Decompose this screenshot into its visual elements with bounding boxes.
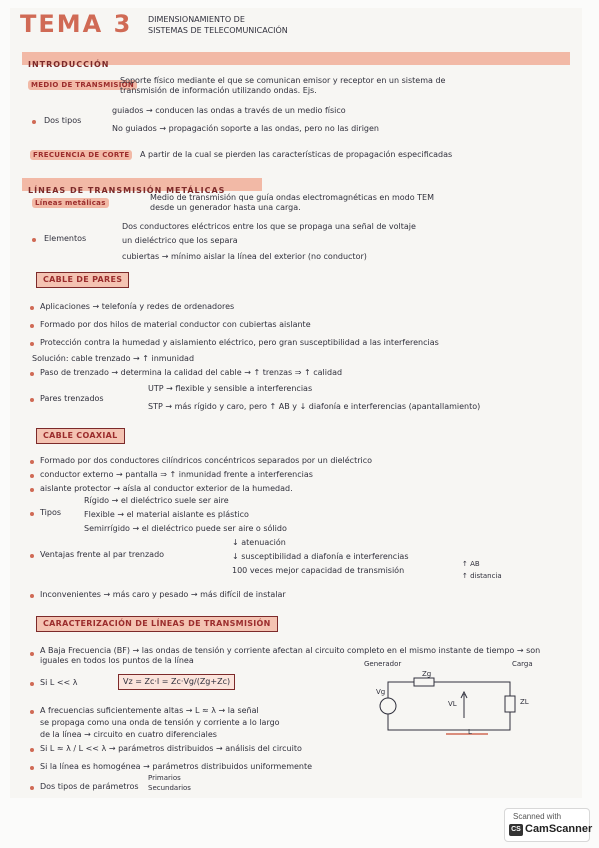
bullet [30, 594, 34, 598]
section-heading: LÍNEAS DE TRANSMISIÓN METÁLICAS [28, 186, 226, 195]
section-heading: CABLE DE PARES [36, 272, 129, 288]
tipos-label: Dos tipos [44, 116, 82, 125]
circuit-zl-label: ZL [520, 698, 529, 706]
bullet [30, 652, 34, 656]
lineas-label: Líneas metálicas [32, 198, 109, 208]
bullet [30, 398, 34, 402]
page-title: TEMA 3 [20, 10, 133, 38]
bullet [30, 342, 34, 346]
bullet [30, 460, 34, 464]
caract-item: Si L << λ [40, 678, 78, 687]
bullet [30, 512, 34, 516]
ventaja-extra: ↑ distancia [462, 572, 502, 580]
tipo-item: Flexible → el material aislante es plástico [84, 510, 249, 519]
section-heading: CABLE COAXIAL [36, 428, 125, 444]
ventaja-extra: ↑ AB [462, 560, 480, 568]
stamp-text: Scanned with [513, 812, 562, 821]
ventaja-item: ↓ atenuación [232, 538, 286, 547]
lineas-definition: Medio de transmisión que guía ondas electromagnéticas en modo TEM desde un generador hasta una carga. [150, 193, 434, 212]
caract-item: A Baja Frecuencia (BF) → las ondas de tensión y corriente afectan al circuito completo en el mismo instante de tiempo → son iguales en todos los puntos de la línea [40, 646, 541, 665]
bullet [30, 324, 34, 328]
bullet [30, 372, 34, 376]
stp-text: STP → más rígido y caro, pero ↑ AB y ↓ diafonía e interferencias (apantallamiento) [148, 402, 481, 411]
elementos-label: Elementos [44, 234, 87, 243]
frecuencia-label: FRECUENCIA DE CORTE [30, 150, 132, 160]
bullet [32, 120, 36, 124]
param-item: Secundarios [148, 784, 191, 792]
caract-item: A frecuencias suficientemente altas → L ≈ λ → la señal [40, 706, 259, 715]
circuit-generator-label: Generador [364, 660, 402, 668]
camscanner-stamp [504, 808, 593, 842]
medio-label: MEDIO DE TRANSMISIÓN [28, 80, 137, 90]
frecuencia-text: A partir de la cual se pierden las características de propagación especificadas [140, 150, 453, 159]
ventaja-item: 100 veces mejor capacidad de transmisión [232, 566, 405, 575]
pares-item: Formado por dos hilos de material conductor con cubiertas aislante [40, 320, 311, 329]
caract-item: de la línea → circuito en cuatro diferenciales [40, 730, 217, 739]
circuit-length-label: L [468, 728, 472, 736]
coaxial-item: Inconvenientes → más caro y pesado → más difícil de instalar [40, 590, 286, 599]
coaxial-heading-box [36, 428, 125, 444]
bullet [30, 748, 34, 752]
subtitle-line: DIMENSIONAMIENTO DE [148, 15, 245, 24]
bullet [30, 554, 34, 558]
bullet [30, 786, 34, 790]
camscanner-logo-icon: CS [509, 824, 523, 836]
formula-box: Vz = Zc·I = Zc·Vg/(Zg+Zc) [118, 674, 235, 690]
no-guiados-text: No guiados → propagación soporte a las ondas, pero no las dirigen [112, 124, 379, 133]
bullet [30, 488, 34, 492]
circuit-load-label: Carga [512, 660, 533, 668]
tipo-item: Rígido → el dieléctrico suele ser aire [84, 496, 229, 505]
coaxial-item: Tipos [40, 508, 62, 517]
ventaja-item: ↓ susceptibilidad a diafonía e interferencias [232, 552, 409, 561]
elemento-item: un dieléctrico que los separa [122, 236, 238, 245]
bullet [30, 710, 34, 714]
coaxial-item: Ventajas frente al par trenzado [40, 550, 165, 559]
coaxial-item: conductor externo → pantalla ⇒ ↑ inmunidad frente a interferencias [40, 470, 313, 479]
circuit-zg-label: Zg [422, 670, 432, 678]
bullet [30, 682, 34, 686]
caract-item: Si L ≈ λ / L << λ → parámetros distribuidos → análisis del circuito [40, 744, 302, 753]
stamp-brand: CamScanner [525, 823, 593, 835]
section-heading: CARACTERIZACIÓN DE LÍNEAS DE TRANSMISIÓN [36, 616, 278, 632]
medio-definition: Soporte físico mediante el que se comunican emisor y receptor en un sistema de transmisión de información utilizando ondas. Ejs. [120, 76, 446, 95]
pares-item: Protección contra la humedad y aislamiento eléctrico, pero gran susceptibilidad a las interferencias [40, 338, 439, 347]
pares-item: Aplicaciones → telefonía y redes de ordenadores [40, 302, 235, 311]
page-subtitle [148, 14, 288, 36]
caract-item: Si la línea es homogénea → parámetros distribuidos uniformemente [40, 762, 313, 771]
circuit-vg-label: Vg [376, 688, 386, 696]
bullet [30, 306, 34, 310]
caract-item: Dos tipos de parámetros [40, 782, 139, 791]
elemento-item: cubiertas → mínimo aislar la línea del exterior (no conductor) [122, 252, 367, 261]
pares-item: Solución: cable trenzado → ↑ inmunidad [32, 354, 195, 363]
param-item: Primarios [148, 774, 181, 782]
caracterizacion-heading-box [36, 616, 278, 632]
pares-item: Pares trenzados [40, 394, 104, 403]
utp-text: UTP → flexible y sensible a interferencias [148, 384, 313, 393]
circuit-vl-label: VL [448, 700, 457, 708]
bullet [30, 474, 34, 478]
cable-pares-heading-box [36, 272, 129, 288]
pares-item: Paso de trenzado → determina la calidad del cable → ↑ trenzas ⇒ ↑ calidad [40, 368, 343, 377]
caract-item: se propaga como una onda de tensión y corriente a lo largo [40, 718, 280, 727]
subtitle-line: SISTEMAS DE TELECOMUNICACIÓN [148, 26, 288, 35]
section-heading: INTRODUCCIÓN [28, 60, 110, 69]
bullet [30, 766, 34, 770]
elemento-item: Dos conductores eléctricos entre los que se propaga una señal de voltaje [122, 222, 416, 231]
section-band-intro [22, 52, 570, 69]
section-band-lineas [22, 178, 262, 195]
coaxial-item: Formado por dos conductores cilíndricos concéntricos separados por un dieléctrico [40, 456, 373, 465]
coaxial-item: aislante protector → aísla al conductor exterior de la humedad. [40, 484, 293, 493]
tipo-item: Semirrígido → el dieléctrico puede ser aire o sólido [84, 524, 287, 533]
bullet [32, 238, 36, 242]
guiados-text: guiados → conducen las ondas a través de un medio físico [112, 106, 346, 115]
